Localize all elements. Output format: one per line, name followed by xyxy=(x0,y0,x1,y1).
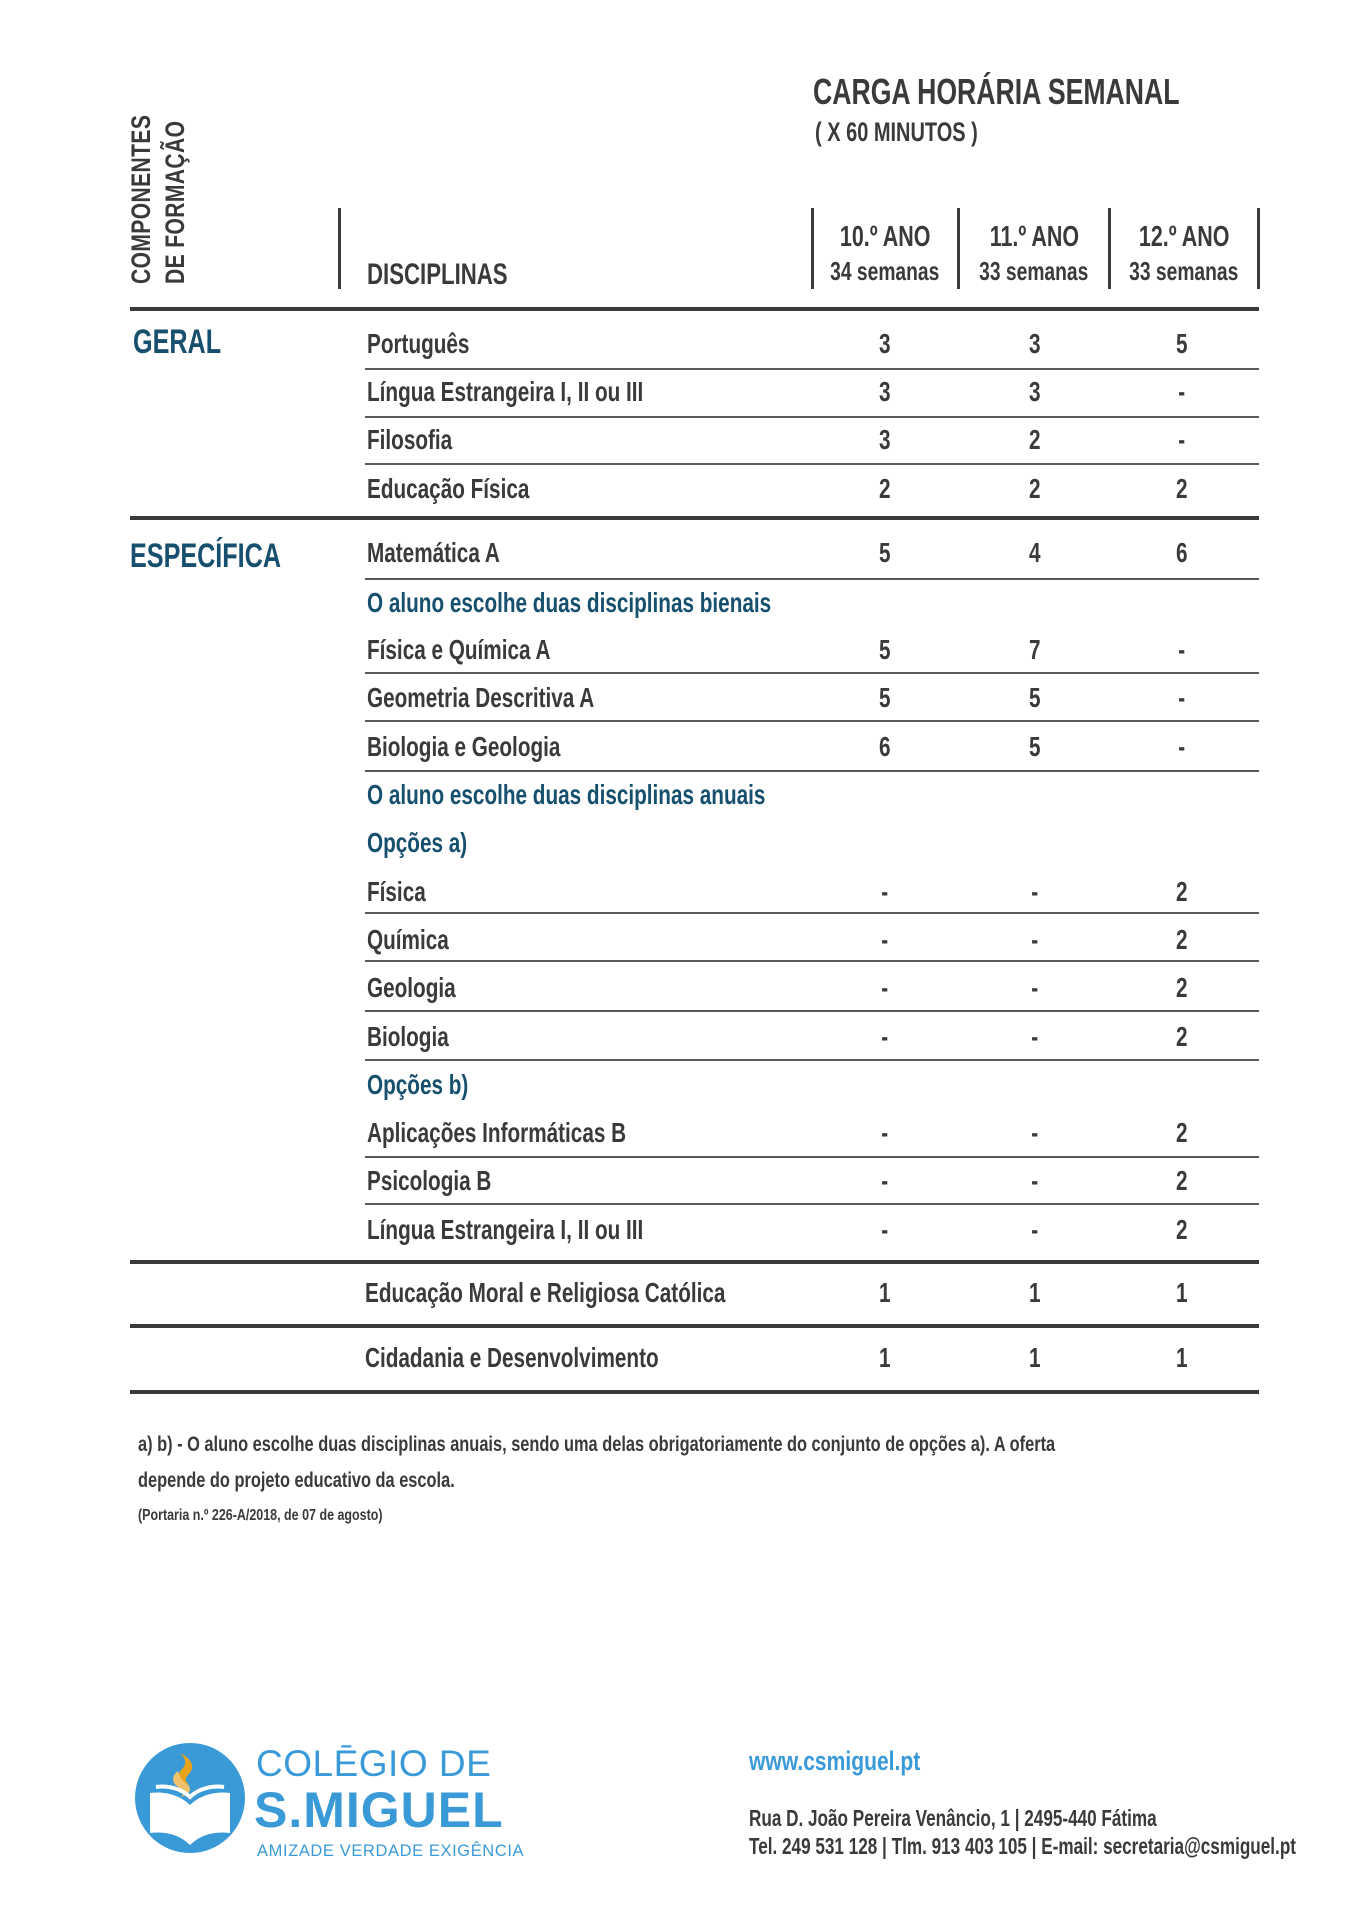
table-cell-year-12: - xyxy=(1178,424,1186,455)
table-row-label: Educação Moral e Religiosa Católica xyxy=(365,1277,726,1308)
subheading: Opções a) xyxy=(367,827,468,858)
header-rule xyxy=(130,307,1259,311)
table-cell-year-12: - xyxy=(1178,634,1186,665)
table-cell-year-12: 1 xyxy=(1176,1342,1188,1373)
table-row-label: Geologia xyxy=(367,972,456,1003)
row-separator xyxy=(365,912,1259,914)
row-separator xyxy=(365,960,1259,962)
table-cell-year-10: 5 xyxy=(879,537,891,568)
disciplines-header: DISCIPLINAS xyxy=(367,258,508,291)
year-header-11: 11.º ANO 33 semanas xyxy=(979,221,1089,286)
contacts: Tel. 249 531 128 | Tlm. 913 403 105 | E-mail: secretaria@csmiguel.pt xyxy=(749,1833,1296,1859)
table-cell-year-12: 5 xyxy=(1176,328,1188,359)
address: Rua D. João Pereira Venâncio, 1 | 2495-440 Fátima xyxy=(749,1805,1157,1831)
table-cell-year-11: 4 xyxy=(1029,537,1041,568)
website-link[interactable]: www.csmiguel.pt xyxy=(749,1746,921,1776)
table-cell-year-10: - xyxy=(881,1021,889,1052)
table-cell-year-12: 2 xyxy=(1176,473,1188,504)
row-separator xyxy=(365,368,1259,370)
table-cell-year-10: - xyxy=(881,1214,889,1245)
row-separator xyxy=(365,578,1259,580)
table-row-label: Filosofia xyxy=(367,424,453,455)
table-cell-year-12: 2 xyxy=(1176,1165,1188,1196)
row-separator xyxy=(365,463,1259,465)
table-row-label: Geometria Descritiva A xyxy=(367,682,595,713)
table-cell-year-10: 6 xyxy=(879,731,891,762)
table-cell-year-10: - xyxy=(881,972,889,1003)
table-cell-year-11: 2 xyxy=(1029,473,1041,504)
table-cell-year-12: 2 xyxy=(1176,1021,1188,1052)
row-separator xyxy=(365,720,1259,722)
table-cell-year-12: 2 xyxy=(1176,1214,1188,1245)
year-header-10: 10.º ANO 34 semanas xyxy=(830,221,940,286)
year-header-12: 12.º ANO 33 semanas xyxy=(1129,221,1239,286)
table-cell-year-10: 1 xyxy=(879,1342,891,1373)
table-cell-year-12: - xyxy=(1178,731,1186,762)
row-separator xyxy=(365,770,1259,772)
logo-tagline: AMIZADE VERDADE EXIGÊNCIA xyxy=(257,1842,525,1860)
subheading: Opções b) xyxy=(367,1069,469,1100)
row-separator xyxy=(365,1059,1259,1061)
table-row-label: Física e Química A xyxy=(367,634,551,665)
table-cell-year-11: - xyxy=(1031,1214,1039,1245)
table-cell-year-11: 3 xyxy=(1029,376,1041,407)
table-cell-year-10: 5 xyxy=(879,682,891,713)
section-rule xyxy=(130,1390,1259,1394)
components-title-line2: DE FORMAÇÃO xyxy=(160,120,190,284)
table-cell-year-12: 2 xyxy=(1176,972,1188,1003)
table-row-label: Educação Física xyxy=(367,473,530,504)
table-cell-year-11: - xyxy=(1031,876,1039,907)
table-row-label: Língua Estrangeira I, II ou III xyxy=(367,376,644,407)
table-cell-year-10: 5 xyxy=(879,634,891,665)
table-cell-year-11: - xyxy=(1031,924,1039,955)
table-cell-year-10: 2 xyxy=(879,473,891,504)
table-cell-year-10: - xyxy=(881,1117,889,1148)
table-cell-year-11: 7 xyxy=(1029,634,1041,665)
table-cell-year-12: 2 xyxy=(1176,924,1188,955)
logo-title: COLĒGIO DE xyxy=(256,1743,492,1784)
table-cell-year-10: - xyxy=(881,876,889,907)
row-separator xyxy=(365,416,1259,418)
table-cell-year-10: - xyxy=(881,1165,889,1196)
row-separator xyxy=(365,1203,1259,1205)
table-cell-year-10: 3 xyxy=(879,424,891,455)
footnote-line2: depende do projeto educativo da escola. xyxy=(138,1469,455,1492)
table-cell-year-12: 6 xyxy=(1176,537,1188,568)
table-cell-year-11: - xyxy=(1031,1117,1039,1148)
table-cell-year-11: 1 xyxy=(1029,1277,1041,1308)
table-row-label: Língua Estrangeira I, II ou III xyxy=(367,1214,644,1245)
table-row-label: Português xyxy=(367,328,470,359)
table-row-label: Matemática A xyxy=(367,537,500,568)
table-row-label: Biologia xyxy=(367,1021,449,1052)
table-cell-year-10: 3 xyxy=(879,328,891,359)
table-row-label: Biologia e Geologia xyxy=(367,731,561,762)
table-cell-year-12: 1 xyxy=(1176,1277,1188,1308)
workload-subtitle: ( X 60 MINUTOS ) xyxy=(815,117,978,147)
table-cell-year-11: 2 xyxy=(1029,424,1041,455)
logo-book-flame-icon xyxy=(134,1741,246,1855)
table-cell-year-12: - xyxy=(1178,682,1186,713)
table-row-label: Psicologia B xyxy=(367,1165,492,1196)
table-cell-year-11: 1 xyxy=(1029,1342,1041,1373)
subheading: O aluno escolhe duas disciplinas bienais xyxy=(367,587,772,618)
row-separator xyxy=(365,1156,1259,1158)
workload-title: CARGA HORÁRIA SEMANAL xyxy=(813,71,1180,112)
table-row-label: Aplicações Informáticas B xyxy=(367,1117,627,1148)
logo-name: S.MIGUEL xyxy=(254,1782,504,1838)
table-cell-year-12: 2 xyxy=(1176,1117,1188,1148)
table-cell-year-11: 3 xyxy=(1029,328,1041,359)
components-title xyxy=(126,67,157,284)
row-separator xyxy=(365,1010,1259,1012)
table-cell-year-10: 3 xyxy=(879,376,891,407)
table-cell-year-10: 1 xyxy=(879,1277,891,1308)
table-cell-year-11: 5 xyxy=(1029,682,1041,713)
footnote-reference: (Portaria n.º 226-A/2018, de 07 de agosto) xyxy=(138,1507,383,1524)
row-separator xyxy=(365,672,1259,674)
table-cell-year-11: 5 xyxy=(1029,731,1041,762)
table-row-label: Química xyxy=(367,924,449,955)
section-label-geral: GERAL xyxy=(133,323,222,361)
table-cell-year-11: - xyxy=(1031,1021,1039,1052)
components-title-2 xyxy=(160,75,191,285)
table-cell-year-12: - xyxy=(1178,376,1186,407)
section-rule xyxy=(130,1260,1259,1264)
school-logo xyxy=(134,1741,246,1855)
subheading: O aluno escolhe duas disciplinas anuais xyxy=(367,779,766,810)
column-divider xyxy=(338,208,341,289)
section-rule xyxy=(130,1324,1259,1328)
table-row-label: Física xyxy=(367,876,426,907)
section-label-especifica: ESPECÍFICA xyxy=(130,537,281,575)
table-cell-year-12: 2 xyxy=(1176,876,1188,907)
table-cell-year-11: - xyxy=(1031,1165,1039,1196)
table-cell-year-11: - xyxy=(1031,972,1039,1003)
footnote-line1: a) b) - O aluno escolhe duas disciplinas anuais, sendo uma delas obrigatoriamente do conjunto de opções a). A oferta xyxy=(138,1433,1056,1456)
section-rule xyxy=(130,516,1259,520)
components-title-line1: COMPONENTES xyxy=(126,114,156,284)
table-row-label: Cidadania e Desenvolvimento xyxy=(365,1342,659,1373)
table-cell-year-10: - xyxy=(881,924,889,955)
